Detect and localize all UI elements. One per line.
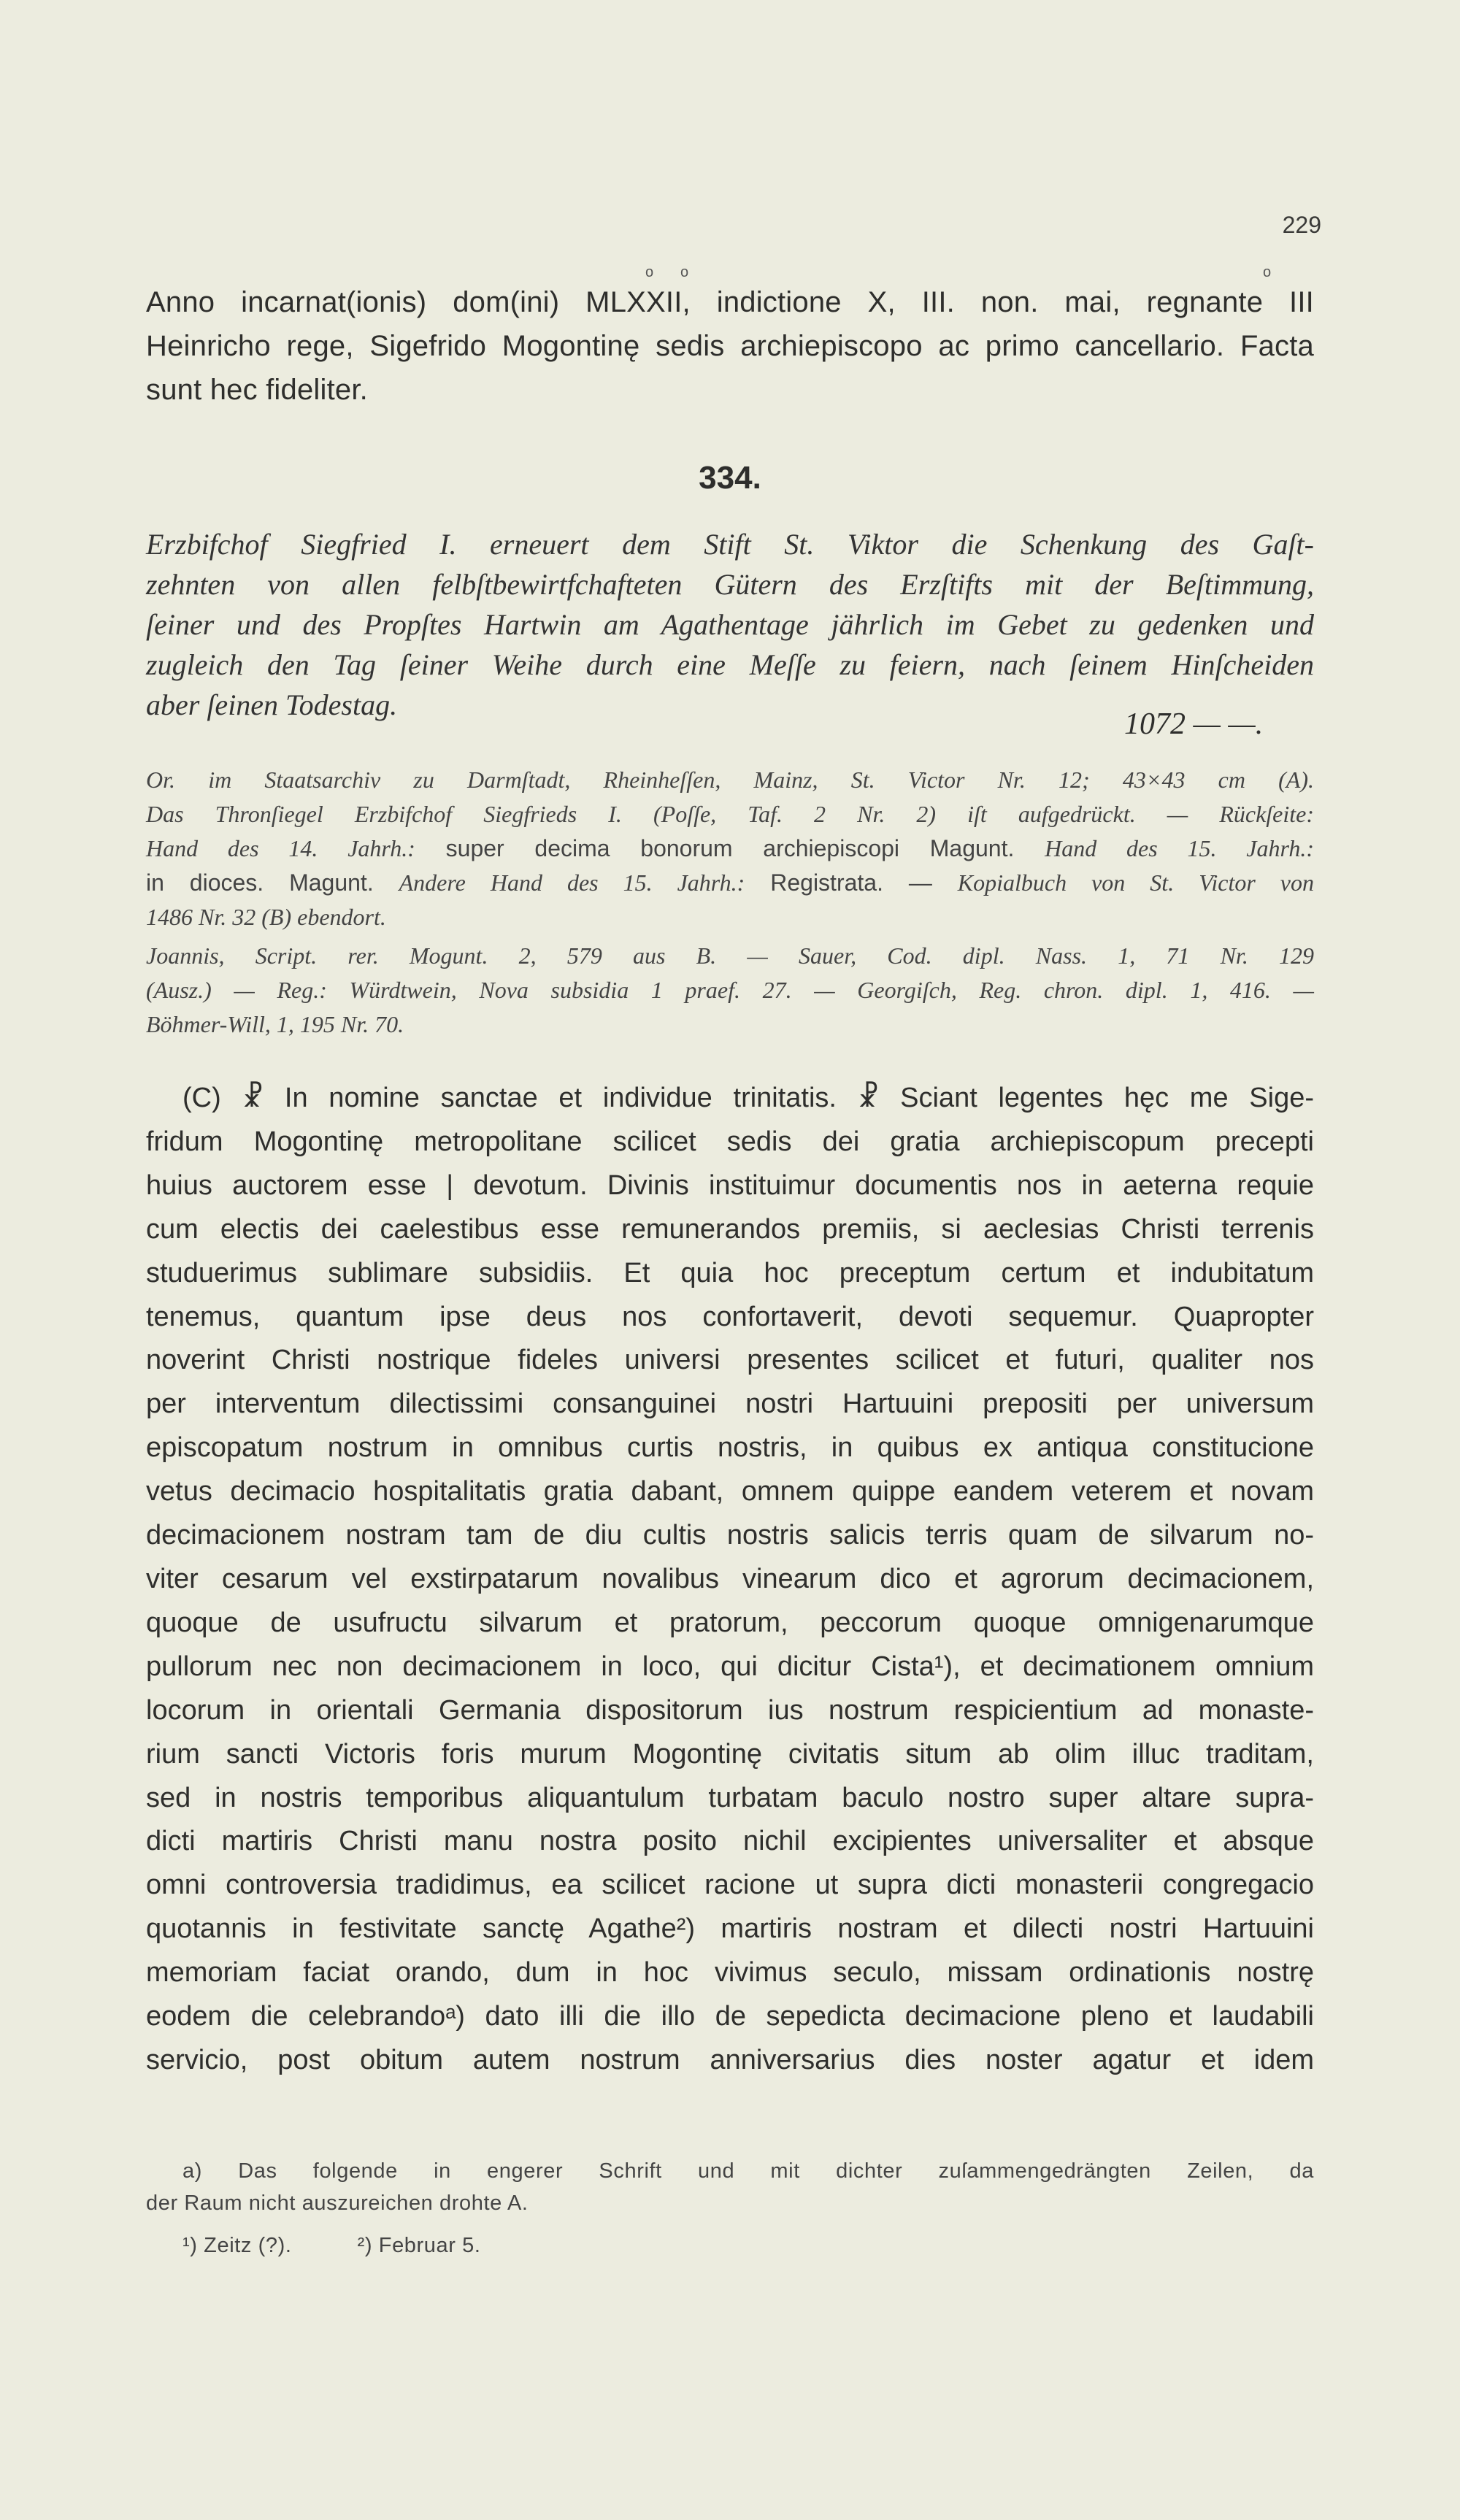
intro-line: sunt hec fideliter.: [146, 374, 368, 406]
source-line: [146, 1007, 1314, 1042]
source-line: [146, 763, 1314, 797]
text-line: tenemus, quantum ipse deus nos confortaverit, devoti sequemur. Quapropter: [146, 1301, 1314, 1332]
text-line: servicio, post obitum autem nostrum anniversarius dies noster agatur et idem: [146, 2044, 1314, 2075]
text-line: rium sancti Victoris foris murum Mogontinę civitatis situm ab olim illuc traditam,: [146, 1738, 1314, 1770]
text-line: episcopatum nostrum in omnibus curtis nostris, in quibus ex antiqua constitucione: [146, 1432, 1314, 1464]
source-text: Or. im Staatsarchiv zu Darmſtadt, Rheinheſſen, Mainz, St. Victor Nr. 12; 43×43 cm (A).: [146, 767, 1314, 793]
text-line: vetus decimacio hospitalitatis gratia dabant, omnem quippe eandem veterem et novam: [146, 1476, 1314, 1507]
document-date: 1072 — —.: [1124, 707, 1264, 741]
document-summary: [146, 524, 1314, 725]
intro-paragraph: [146, 280, 1314, 412]
summary-line: Erzbifchof Siegfried I. erneuert dem Stift St. Viktor die Schenkung des Gaſt-: [146, 528, 1314, 561]
source-line: [146, 900, 1314, 934]
summary-line: aber ſeinen Todestag.: [146, 688, 398, 721]
text-line: quotannis in festivitate sanctę Agathe²) martiris nostram et dilecti nostri Hartuuini: [146, 1913, 1314, 1945]
superscript-mark: o: [680, 264, 689, 280]
source-text: 1486 Nr. 32 (B) ebendort.: [146, 904, 386, 930]
text-line: noverint Christi nostrique fideles universi presentes scilicet et futuri, qualiter nos: [146, 1345, 1314, 1376]
document-number: 334.: [699, 460, 761, 496]
source-text: Böhmer-Will, 1, 195 Nr. 70.: [146, 1011, 404, 1037]
source-line: [146, 797, 1314, 831]
footnote-2: ²) Februar 5.: [357, 2234, 481, 2257]
text-line: pullorum nec non decimacionem in loco, qui dicitur Cista¹), et decimationem omnium: [146, 1651, 1314, 1682]
source-line: [146, 973, 1314, 1007]
text-line: quoque de usufructu silvarum et pratorum, peccorum quoque omnigenarumque: [146, 1607, 1314, 1638]
text-line: per interventum dilectissimi consanguinei nostri Hartuuini prepositi per universum: [146, 1388, 1314, 1420]
text-line: memoriam faciat orando, dum in hoc vivimus seculo, missam ordinationis nostrę: [146, 1957, 1314, 1989]
superscript-mark: o: [645, 264, 654, 280]
footnote-a-line: der Raum nicht auszureichen drohte A.: [146, 2191, 529, 2215]
text-line: viter cesarum vel exstirpatarum novalibus vinearum dico et agrorum decimacionem,: [146, 1563, 1314, 1594]
superscript-mark: o: [1263, 264, 1272, 280]
text-line: dicti martiris Christi manu nostra posito nichil excipientes universaliter et absque: [146, 1826, 1314, 1857]
text-line: eodem die celebrandoᵃ) dato illi die illo de sepedicta decimacione pleno et laudabili: [146, 2001, 1314, 2032]
source-text: Hand des 14. Jahrh.:: [146, 835, 415, 861]
text-line: (C) ☧ In nomine sanctae et individue trinitatis. ☧ Sciant legentes hęc me Sige-: [182, 1083, 1314, 1113]
text-line: cum electis dei caelestibus esse remunerandos premiis, si aeclesias Christi terrenis: [146, 1213, 1314, 1245]
footnote-1: ¹) Zeitz (?).: [182, 2234, 292, 2257]
intro-line: Heinricho rege, Sigefrido Mogontinę sedis archiepiscopo ac primo cancellario. Facta: [146, 330, 1314, 362]
source-text: Kopialbuch von St. Victor von: [957, 869, 1315, 896]
source-text: Registrata. —: [745, 869, 958, 896]
text-line: locorum in orientali Germania dispositorum ius nostrum respicientium ad monaste-: [146, 1694, 1314, 1726]
page-number: 229: [1282, 212, 1321, 238]
text-line: omni controversia tradidimus, ea scilicet racione ut supra dicti monasterii congregacio: [146, 1870, 1314, 1901]
summary-line: zehnten von allen felbſtbewirtfchafteten Gütern des Erzſtifts mit der Beſtimmung,: [146, 568, 1314, 601]
intro-line: Anno incarnat(ionis) dom(ini) MLXXII, indictione X, III. non. mai, regnante III: [146, 286, 1314, 318]
text-line: decimacionem nostram tam de diu cultis nostris salicis terris quam de silvarum no-: [146, 1520, 1314, 1551]
source-text: Das Thronſiegel Erzbifchof Siegfrieds I. (Poſſe, Taf. 2 Nr. 2) iſt aufgedrückt. — Rückſeite:: [146, 801, 1314, 827]
source-line: [146, 831, 1314, 866]
footnotes: [146, 2155, 1314, 2262]
source-text: Hand des 15. Jahrh.:: [1045, 835, 1315, 861]
summary-line: zugleich den Tag ſeiner Weihe durch eine Meſſe zu feiern, nach ſeinem Hinſcheiden: [146, 648, 1314, 681]
summary-line: ſeiner und des Propſtes Hartwin am Agathentage jährlich im Gebet zu gedenken und: [146, 608, 1314, 641]
source-text: Andere Hand des 15. Jahrh.:: [399, 869, 745, 896]
sources-apparatus: [146, 763, 1314, 1042]
source-text: in dioces. Magunt.: [146, 869, 399, 896]
source-text: Joannis, Script. rer. Mogunt. 2, 579 aus B. — Sauer, Cod. dipl. Nass. 1, 71 Nr. 129: [146, 942, 1314, 969]
text-line: sed in nostris temporibus aliquantulum turbatam baculo nostro super altare supra-: [146, 1782, 1314, 1813]
source-line: [146, 939, 1314, 973]
text-line: studuerimus sublimare subsidiis. Et quia hoc preceptum certum et indubitatum: [146, 1257, 1314, 1288]
charter-text: [146, 1077, 1314, 2083]
text-line: huius auctorem esse | devotum. Divinis instituimur documentis nos in aeterna requie: [146, 1169, 1314, 1201]
text-line: fridum Mogontinę metropolitane scilicet sedis dei gratia archiepiscopum precepti: [146, 1126, 1314, 1157]
source-line: [146, 866, 1314, 900]
source-text: (Ausz.) — Reg.: Würdtwein, Nova subsidia 1 praef. 27. — Georgiſch, Reg. chron. dipl. 1, 416. —: [146, 977, 1314, 1003]
source-text: super decima bonorum archiepiscopi Magunt.: [415, 835, 1045, 861]
footnote-numbered: [146, 2229, 1314, 2262]
footnote-a-line: a) Das folgende in engerer Schrift und mit dichter zuſammengedrängten Zeilen, da: [182, 2159, 1314, 2183]
